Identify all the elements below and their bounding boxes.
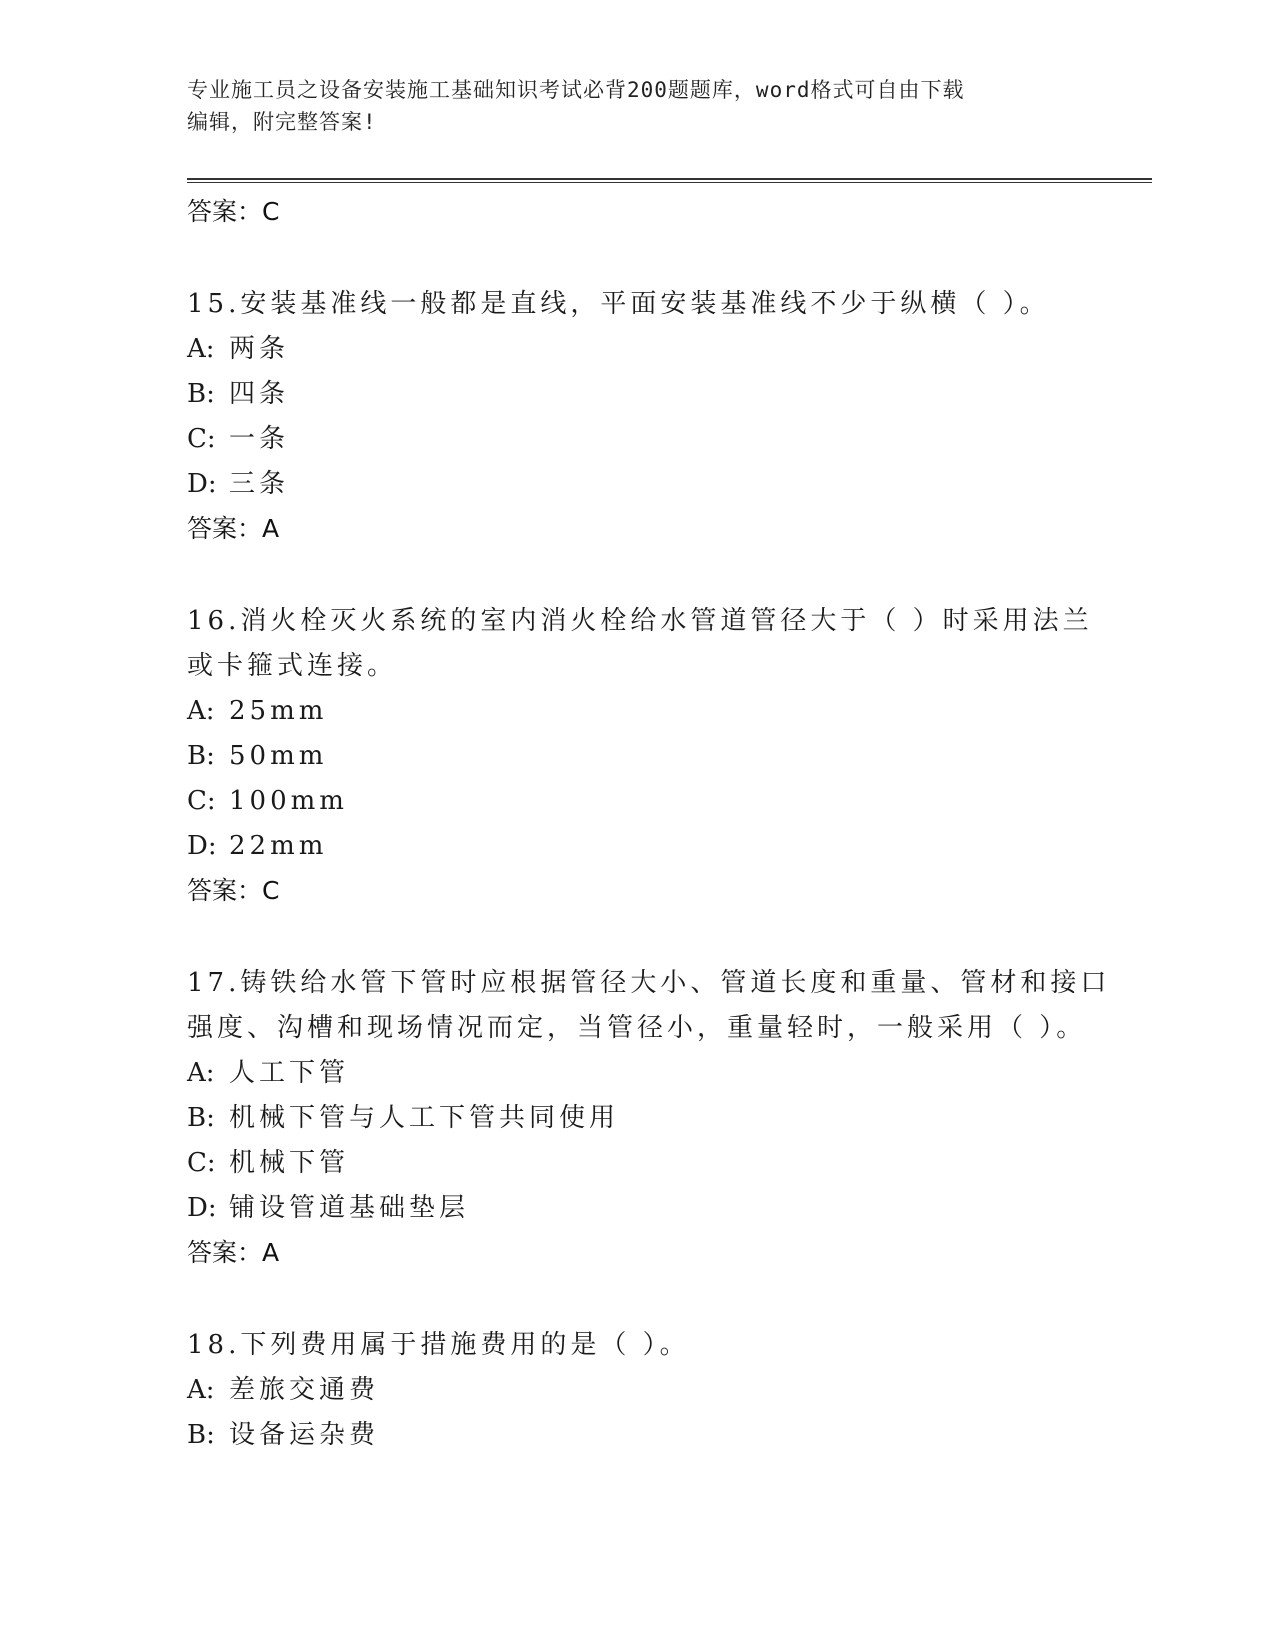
option-text: 设备运杂费 [229,1420,380,1450]
option-text: 三条 [229,469,290,499]
question-16-option-a [187,689,1152,734]
option-letter: C: [187,786,216,816]
question-15-text: 15.安装基准线一般都是直线，平面安装基准线不少于纵横（ ）。 [187,289,1050,319]
option-letter: C: [187,424,216,454]
option-letter: D: [187,469,217,499]
question-17-option-d [187,1186,1152,1231]
document-body [187,190,1152,1458]
option-text: 人工下管 [229,1058,350,1088]
question-17-answer: 答案：A [187,1238,280,1267]
question-16-text-line-1: 16.消火栓灭火系统的室内消火栓给水管道管径大于（ ）时采用法兰 [187,606,1093,636]
spacer [187,913,1152,961]
answer-previous: 答案：C [187,197,280,226]
option-text: 四条 [229,379,290,409]
document-header [187,74,1067,138]
option-text: 50mm [229,741,328,771]
option-letter: D: [187,831,217,861]
question-15-option-d [187,462,1152,507]
option-text: 差旅交通费 [229,1375,380,1405]
question-16 [187,599,1152,913]
option-text: 100mm [229,786,348,816]
option-text: 铺设管道基础垫层 [229,1193,470,1223]
option-text: 22mm [229,831,328,861]
question-15 [187,282,1152,551]
option-letter: D: [187,1193,217,1223]
spacer [187,551,1152,599]
spacer [187,234,1152,282]
option-text: 25mm [229,696,328,726]
header-title-line-2: 编辑，附完整答案! [187,110,377,134]
option-letter: B: [187,379,215,409]
option-letter: B: [187,1103,215,1133]
question-18 [187,1323,1152,1458]
header-divider [187,178,1152,183]
option-letter: A: [187,334,215,364]
question-16-text-line-2: 或卡箍式连接。 [187,651,398,681]
question-16-option-d [187,824,1152,869]
question-15-option-b [187,372,1152,417]
option-text: 机械下管 [229,1148,350,1178]
option-text: 机械下管与人工下管共同使用 [229,1103,620,1133]
question-15-option-a [187,327,1152,372]
option-text: 两条 [229,334,290,364]
question-17-option-c [187,1141,1152,1186]
question-17-option-b [187,1096,1152,1141]
option-letter: A: [187,696,215,726]
question-16-option-b [187,734,1152,779]
question-16-answer: 答案：C [187,876,280,905]
question-18-text: 18.下列费用属于措施费用的是（ ）。 [187,1330,690,1360]
spacer [187,1275,1152,1323]
option-letter: A: [187,1058,215,1088]
question-17-text-line-2: 强度、沟槽和现场情况而定，当管径小，重量轻时，一般采用（ ）。 [187,1013,1087,1043]
question-15-option-c [187,417,1152,462]
question-17-text-line-1: 17.铸铁给水管下管时应根据管径大小、管道长度和重量、管材和接口 [187,968,1111,998]
question-18-option-b [187,1413,1152,1458]
question-17-option-a [187,1051,1152,1096]
question-18-option-a [187,1368,1152,1413]
option-letter: B: [187,1420,215,1450]
option-letter: A: [187,1375,215,1405]
question-15-answer: 答案：A [187,514,280,543]
question-16-option-c [187,779,1152,824]
header-title-line-1: 专业施工员之设备安装施工基础知识考试必背200题题库，word格式可自由下载 [187,78,965,102]
option-letter: B: [187,741,215,771]
option-text: 一条 [229,424,290,454]
question-17 [187,961,1152,1275]
option-letter: C: [187,1148,216,1178]
